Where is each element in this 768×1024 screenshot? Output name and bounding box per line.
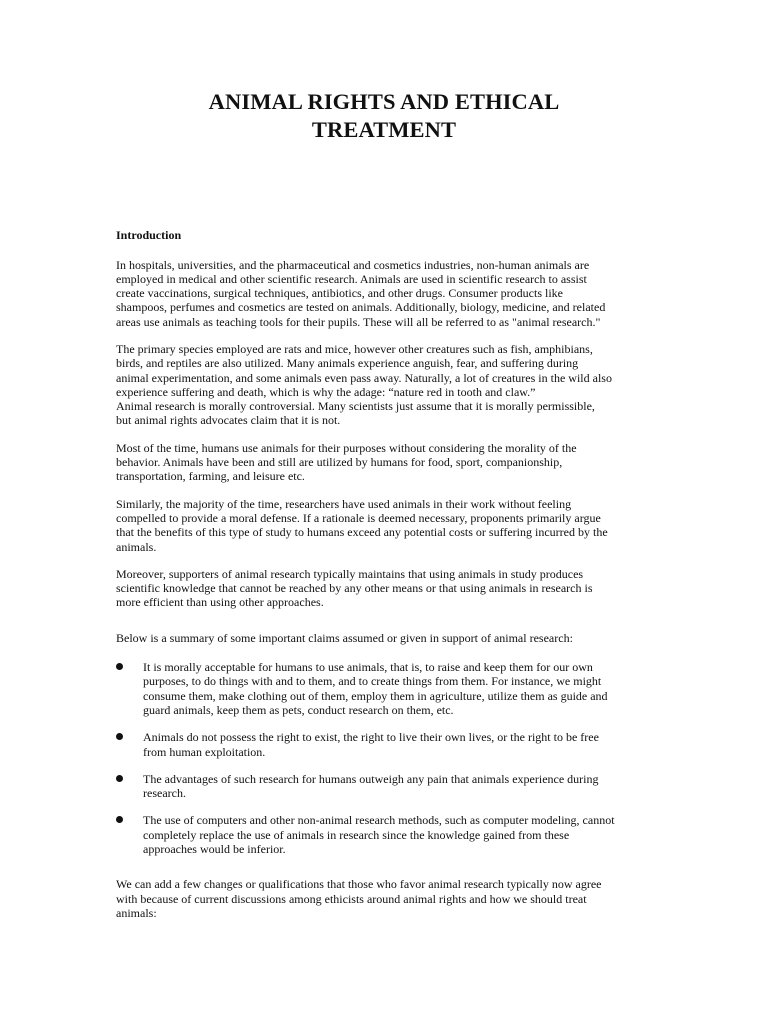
text-line: approaches would be inferior. (143, 842, 286, 856)
text-line: Most of the time, humans use animals for their purposes without considering the morality of the (116, 440, 577, 455)
paragraph (116, 441, 652, 484)
text-line: transportation, farming, and leisure etc. (116, 469, 305, 484)
text-line: create vaccinations, surgical techniques, antibiotics, and other drugs. Consumer products like (116, 286, 563, 301)
text-line: research. (143, 786, 186, 801)
text-line: scientific knowledge that cannot be reached by any other means or that using animals in research is (116, 581, 593, 596)
text-line: consume them, make clothing out of them, employ them in agriculture, utilize them as guide and (143, 688, 608, 703)
text-line: It is morally acceptable for humans to use animals, that is, to raise and keep them for our own (143, 660, 593, 675)
bullet-icon (116, 733, 123, 740)
text-line: animal experimentation, and some animals even pass away. Naturally, a lot of creatures in the wild also (116, 370, 612, 385)
document-title (116, 88, 652, 144)
document-page (116, 88, 652, 920)
paragraph (116, 342, 652, 428)
title-line: TREATMENT (311, 117, 457, 142)
paragraph (116, 258, 652, 329)
text-line: animals. (116, 539, 157, 554)
text-line: with because of current discussions among ethicists around animal rights and how we should treat (116, 891, 587, 906)
text-line: Similarly, the majority of the time, researchers have used animals in their work without feeling (116, 496, 572, 511)
text-line: areas use animals as teaching tools for their pupils. These will all be referred to as "animal research." (116, 314, 601, 329)
text-line: Moreover, supporters of animal research typically maintains that using animals in study produces (116, 566, 584, 581)
text-line: behavior. Animals have been and still are utilized by humans for food, sport, companionship, (116, 455, 563, 470)
text-line: animals: (116, 905, 157, 920)
list-item (116, 730, 652, 759)
title-line: ANIMAL RIGHTS AND ETHICAL (208, 89, 560, 114)
closing-paragraph (116, 877, 652, 920)
text-line: more efficient than using other approaches. (116, 595, 324, 610)
text-line: shampoos, perfumes and cosmetics are tested on animals. Additionally, biology, medicine, and related (116, 300, 606, 315)
claims-list (116, 660, 652, 856)
text-line: We can add a few changes or qualifications that those who favor animal research typically now agree (116, 877, 602, 892)
text-line: Animal research is morally controversial. Many scientists just assume that it is morally permissible, (116, 399, 595, 414)
bullet-icon (116, 816, 123, 823)
text-line: The use of computers and other non-animal research methods, such as computer modeling, cannot (143, 813, 615, 828)
paragraph (116, 497, 652, 554)
text-line: that the benefits of this type of study to humans exceed any potential costs or suffering incurred by the (116, 525, 608, 540)
list-item (116, 772, 652, 801)
text-line: purposes, to do things with and to them, and to create things from them. For instance, we might (143, 674, 602, 689)
text-line: completely replace the use of animals in research since the knowledge gained from these (143, 827, 570, 842)
text-line: compelled to provide a moral defense. If a rationale is deemed necessary, proponents primarily argue (116, 510, 601, 525)
list-intro: Below is a summary of some important claims assumed or given in support of animal research: (116, 630, 573, 645)
bullet-icon (116, 663, 123, 670)
list-item (116, 660, 652, 717)
text-line: Animals do not possess the right to exist, the right to live their own lives, or the right to be free (143, 730, 599, 745)
bullet-icon (116, 775, 123, 782)
text-line: experience suffering and death, which is why the adage: “nature red in tooth and claw.” (116, 384, 536, 399)
text-line: from human exploitation. (143, 744, 266, 759)
text-line: birds, and reptiles are also utilized. Many animals experience anguish, fear, and suffering during (116, 356, 579, 371)
paragraph (116, 567, 652, 610)
section-heading: Introduction (116, 228, 182, 242)
text-line: but animal rights advocates claim that it is not. (116, 413, 341, 428)
text-line: The advantages of such research for humans outweigh any pain that animals experience during (143, 771, 599, 786)
list-item (116, 813, 652, 856)
text-line: In hospitals, universities, and the pharmaceutical and cosmetics industries, non-human animals are (116, 257, 590, 272)
text-line: The primary species employed are rats and mice, however other creatures such as fish, amphibians, (116, 341, 593, 356)
text-line: employed in medical and other scientific research. Animals are used in scientific research to assist (116, 271, 587, 286)
text-line: guard animals, keep them as pets, conduct research on them, etc. (143, 702, 454, 717)
